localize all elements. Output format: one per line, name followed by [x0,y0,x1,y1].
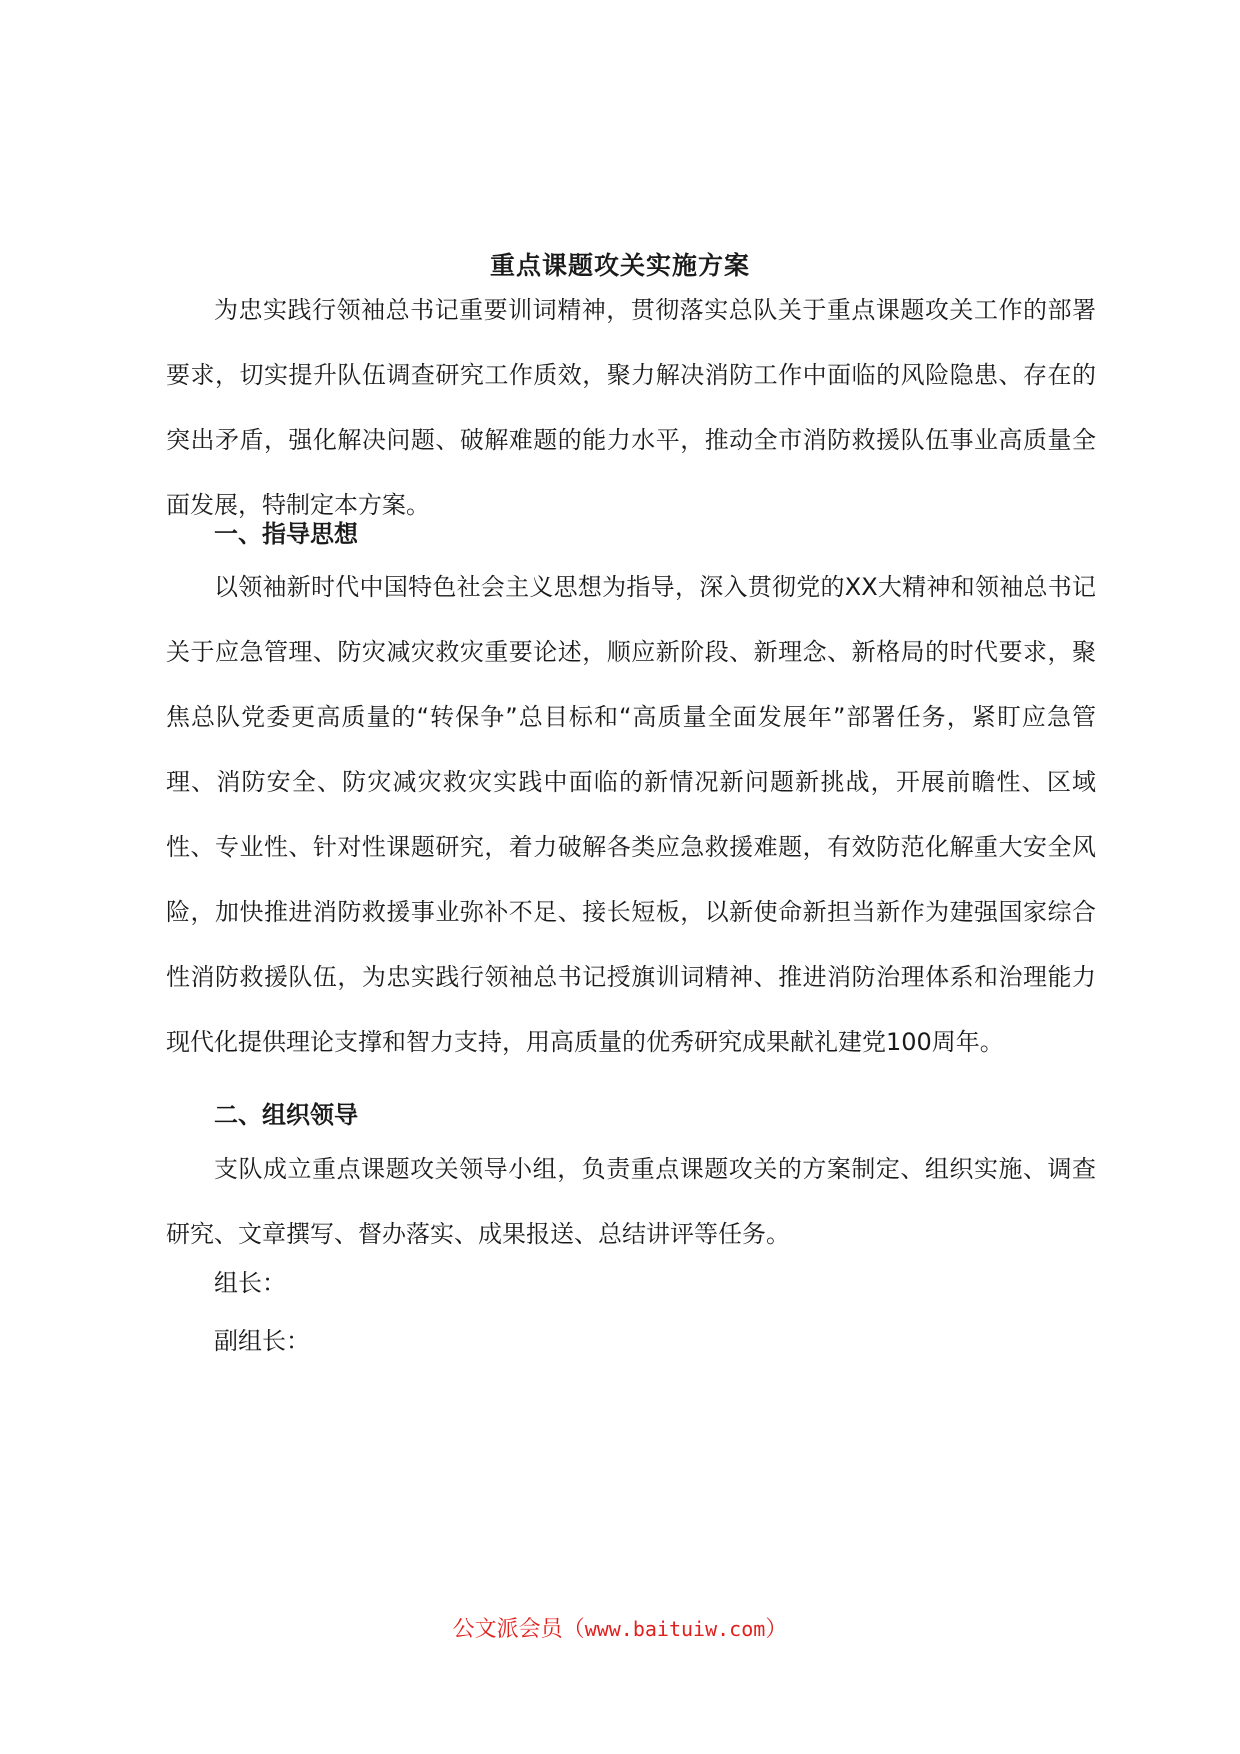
footer-close: ） [765,1617,788,1642]
section-body-guiding-ideology: 以领袖新时代中国特色社会主义思想为指导，深入贯彻党的XX大精神和领袖总书记关于应急管理、防灾减灾救灾重要论述，顺应新阶段、新理念、新格局的时代要求，聚焦总队党委更高质量的“转保争”总目标和“高质量全面发展年”部署任务，紧盯应急管理、消防安全、防灾减灾救灾实践中面临的新情况新问题新挑战，开展前瞻性、区域性、专业性、针对性课题研究，着力破解各类应急救援难题，有效防范化解重大安全风险，加快推进消防救援事业弥补不足、接长短板，以新使命新担当新作为建强国家综合性消防救援队伍，为忠实践行领袖总书记授旗训词精神、推进消防治理体系和治理能力现代化提供理论支撑和智力支持，用高质量的优秀研究成果献礼建党100周年。 [166,573,1096,1056]
deputy-leader-label: 副组长： [214,1327,310,1355]
document-title: 重点课题攻关实施方案 [489,251,750,280]
intro-paragraph: 为忠实践行领袖总书记重要训词精神，贯彻落实总队关于重点课题攻关工作的部署要求，切实提升队伍调查研究工作质效，聚力解决消防工作中面临的风险隐患、存在的突出矛盾，强化解决问题、破解难题的能力水平，推动全市消防救援队伍事业高质量全面发展，特制定本方案。 [166,296,1096,519]
footer-url[interactable]: www.baituiw.com [584,1617,766,1641]
section-body-organization: 支队成立重点课题攻关领导小组，负责重点课题攻关的方案制定、组织实施、调查研究、文章撰写、督办落实、成果报送、总结讲评等任务。 [166,1155,1096,1248]
section-heading-organization: 二、组织领导 [214,1101,358,1129]
leader-label: 组长： [214,1269,286,1297]
footer-brand: 公文派会员（ [452,1617,585,1642]
footer-watermark [0,1609,1240,1650]
section-heading-guiding-ideology: 一、指导思想 [214,520,358,548]
